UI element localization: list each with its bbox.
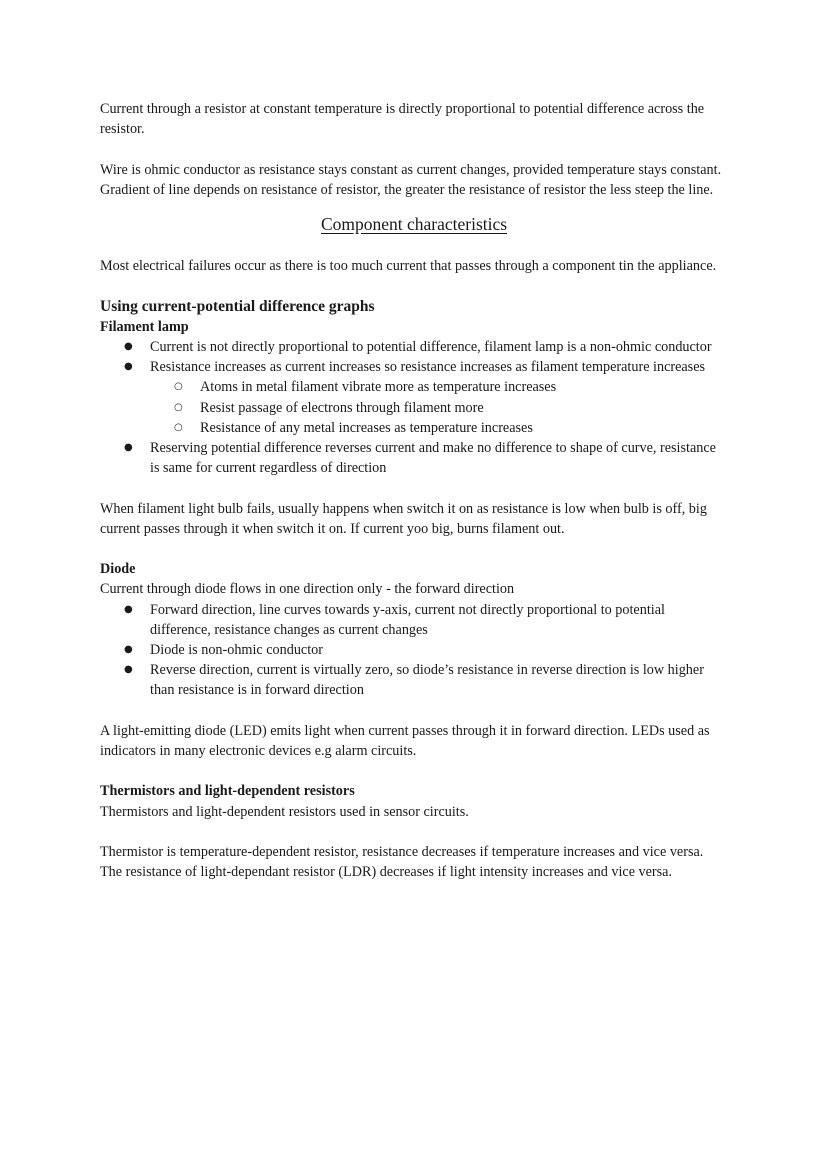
thermistors-intro: Thermistors and light-dependent resistors used in sensor circuits. [100, 803, 469, 820]
thermistor-paragraph: Thermistor is temperature-dependent resistor, resistance decreases if temperature increases and vice versa. [100, 843, 704, 860]
filament-bullet: ● Reserving potential difference reverses current and make no difference to shape of curve, resistance is same for current regardless of direction [100, 438, 728, 478]
filament-sub-bullet: ○ Atoms in metal filament vibrate more as temperature increases [100, 377, 728, 397]
led-paragraph: A light-emitting diode (LED) emits light when current passes through it in forward direction. LEDs used as indicators in many electronic devices e.g alarm circuits. [100, 722, 710, 759]
diode-bullet-list [100, 600, 728, 701]
diode-bullet: ● Forward direction, line curves towards y-axis, current not directly proportional to potential difference, resistance changes as current changes [100, 600, 728, 640]
intro-paragraph-2: Wire is ohmic conductor as resistance stays constant as current changes, provided temperature stays constant. Gradient of line depends on resistance of resistor, the greater the resistance of resistor the less steep the line. [100, 161, 722, 198]
failures-paragraph: Most electrical failures occur as there is too much current that passes through a component tin the appliance. [100, 258, 717, 275]
section-title: Component characteristics [320, 214, 508, 234]
filament-bullet [100, 357, 728, 438]
filament-bullet-text: Resistance increases as current increases so resistance increases as filament temperature increases [150, 359, 706, 376]
filament-bullet-list [100, 337, 728, 478]
filament-lamp-heading: Filament lamp [100, 318, 189, 335]
filament-bullet: ● Current is not directly proportional to potential difference, filament lamp is a non-ohmic conductor [100, 337, 728, 357]
intro-paragraph-1: Current through a resistor at constant temperature is directly proportional to potential difference across the resistor. [100, 101, 705, 138]
thermistors-heading: Thermistors and light-dependent resistors [100, 783, 355, 800]
diode-bullet: ● Reverse direction, current is virtually zero, so diode’s resistance in reverse direction is low higher than resistance is in forward direction [100, 660, 728, 700]
ldr-paragraph: The resistance of light-dependant resistor (LDR) decreases if light intensity increases and vice versa. [100, 864, 673, 881]
diode-heading: Diode [100, 561, 136, 578]
filament-sub-bullet: ○ Resist passage of electrons through filament more [100, 398, 728, 418]
filament-failure-paragraph: When filament light bulb fails, usually happens when switch it on as resistance is low when bulb is off, big current passes through it when switch it on. If current yoo big, burns filament out. [100, 500, 707, 537]
filament-sub-bullet: ○ Resistance of any metal increases as temperature increases [100, 418, 728, 438]
document-page [100, 99, 728, 882]
diode-intro: Current through diode flows in one direction only - the forward direction [100, 581, 515, 598]
diode-bullet: ● Diode is non-ohmic conductor [100, 640, 728, 660]
graphs-heading: Using current-potential difference graphs [100, 297, 375, 315]
filament-sub-bullet-list [150, 377, 728, 438]
